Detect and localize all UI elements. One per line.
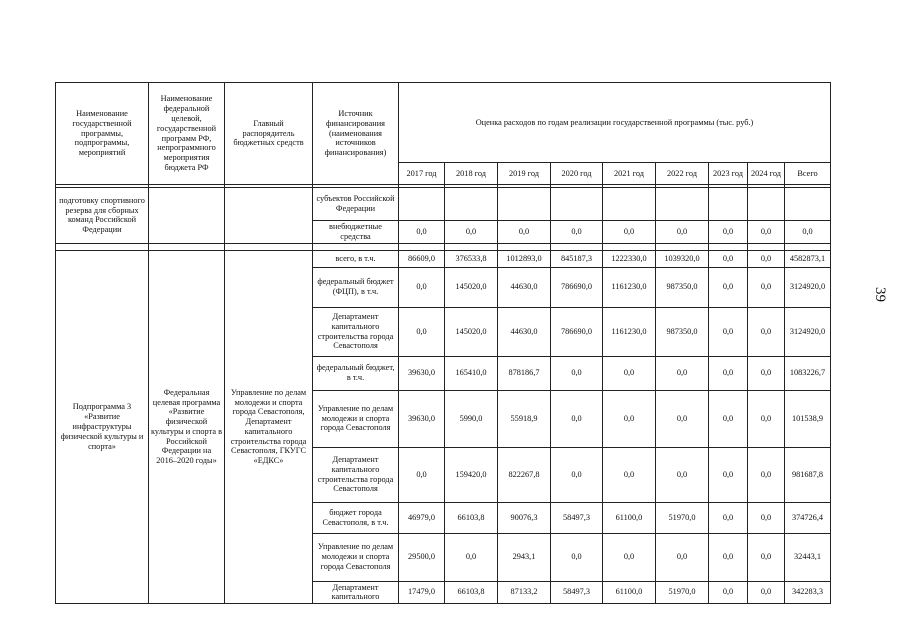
- header-cost-cell: Оценка расходов по годам реализации государственной программы (тыс. руб.): [399, 83, 831, 163]
- value-cell: 786690,0: [551, 267, 603, 307]
- value-cell: 878186,7: [498, 356, 551, 390]
- source-cell: субъектов Российской Федерации: [313, 188, 399, 221]
- value-cell: 0,0: [603, 447, 656, 502]
- page-number: 39: [872, 287, 888, 302]
- header-name-cell: Наименование государственной программы, подпрограммы, мероприятий: [56, 83, 149, 185]
- source-cell: федеральный бюджет (ФЦП), в т.ч.: [313, 267, 399, 307]
- source-cell: бюджет города Севастополя, в т.ч.: [313, 502, 399, 533]
- value-cell: 39630,0: [399, 356, 445, 390]
- value-cell: 0,0: [551, 447, 603, 502]
- source-cell: Управление по делам молодежи и спорта города Севастополя: [313, 390, 399, 447]
- value-cell: 3124920,0: [785, 267, 831, 307]
- value-cell: 0,0: [709, 250, 748, 267]
- federal-program-cell: Федеральная целевая программа «Развитие физической культуры и спорта в Российской Федерации на 2016–2020 годы»: [149, 250, 225, 604]
- value-cell: 0,0: [709, 581, 748, 604]
- value-cell: 145020,0: [445, 267, 498, 307]
- value-cell: 0,0: [748, 581, 785, 604]
- value-cell: 32443,1: [785, 533, 831, 581]
- value-cell: 987350,0: [656, 307, 709, 356]
- value-cell: 0,0: [603, 221, 656, 244]
- value-cell: 0,0: [656, 356, 709, 390]
- value-cell: 39630,0: [399, 390, 445, 447]
- value-cell: 61100,0: [603, 502, 656, 533]
- value-cell: 66103,8: [445, 502, 498, 533]
- year-header-2019: 2019 год: [498, 163, 551, 185]
- value-cell: 55918,9: [498, 390, 551, 447]
- value-cell: 5990,0: [445, 390, 498, 447]
- value-cell: 51970,0: [656, 502, 709, 533]
- value-cell: 786690,0: [551, 307, 603, 356]
- table-row: [56, 250, 831, 267]
- value-cell: 0,0: [399, 447, 445, 502]
- value-cell: 845187,3: [551, 250, 603, 267]
- year-header-2020: 2020 год: [551, 163, 603, 185]
- value-cell: 0,0: [709, 221, 748, 244]
- value-cell: 0,0: [709, 356, 748, 390]
- value-cell: 0,0: [709, 502, 748, 533]
- value-cell: 0,0: [748, 356, 785, 390]
- value-cell: 342283,3: [785, 581, 831, 604]
- subprogram-name-cell: Подпрограмма 3 «Развитие инфраструктуры физической культуры и спорта»: [56, 250, 149, 604]
- value-cell: 1161230,0: [603, 307, 656, 356]
- value-cell: 0,0: [603, 390, 656, 447]
- value-cell: 0,0: [709, 267, 748, 307]
- value-cell: 0,0: [445, 533, 498, 581]
- value-cell: 0,0: [399, 307, 445, 356]
- value-cell: 1039320,0: [656, 250, 709, 267]
- value-cell: 66103,8: [445, 581, 498, 604]
- value-cell: 61100,0: [603, 581, 656, 604]
- header-manager-cell: Главный распорядитель бюджетных средств: [225, 83, 313, 185]
- value-cell: 51970,0: [656, 581, 709, 604]
- measure-name-cell: подготовку спортивного резерва для сборных команд Российской Федерации: [56, 188, 149, 244]
- value-cell: 0,0: [748, 390, 785, 447]
- value-cell: 0,0: [748, 307, 785, 356]
- value-cell: 0,0: [399, 267, 445, 307]
- budget-manager-cell: Управление по делам молодежи и спорта города Севастополя, Департамент капитального строительства города Севастополя, ГКУГС «ЕДКС»: [225, 250, 313, 604]
- value-cell: 0,0: [656, 533, 709, 581]
- value-cell: 0,0: [551, 533, 603, 581]
- value-cell: 3124920,0: [785, 307, 831, 356]
- value-cell: 0,0: [748, 502, 785, 533]
- value-cell: 58497,3: [551, 581, 603, 604]
- value-cell: 0,0: [748, 221, 785, 244]
- source-cell: внебюджетные средства: [313, 221, 399, 244]
- value-cell: 101538,9: [785, 390, 831, 447]
- year-header-2023: 2023 год: [709, 163, 748, 185]
- source-cell: федеральный бюджет, в т.ч.: [313, 356, 399, 390]
- value-cell: 165410,0: [445, 356, 498, 390]
- value-cell: 46979,0: [399, 502, 445, 533]
- value-cell: 1012893,0: [498, 250, 551, 267]
- value-cell: 0,0: [748, 533, 785, 581]
- value-cell: 0,0: [785, 221, 831, 244]
- value-cell: 4582873,1: [785, 250, 831, 267]
- source-cell: Управление по делам молодежи и спорта города Севастополя: [313, 533, 399, 581]
- value-cell: 44630,0: [498, 307, 551, 356]
- source-cell: Департамент капитального строительства города Севастополя: [313, 447, 399, 502]
- table-row: [56, 188, 831, 221]
- value-cell: 90076,3: [498, 502, 551, 533]
- year-header-2021: 2021 год: [603, 163, 656, 185]
- year-header-2018: 2018 год: [445, 163, 498, 185]
- value-cell: 0,0: [551, 356, 603, 390]
- value-cell: 981687,8: [785, 447, 831, 502]
- header-source-cell: Источник финансирования (наименования источников финансирования): [313, 83, 399, 185]
- value-cell: 1083226,7: [785, 356, 831, 390]
- value-cell: 1161230,0: [603, 267, 656, 307]
- source-cell: Департамент капитального: [313, 581, 399, 604]
- value-cell: 0,0: [656, 447, 709, 502]
- value-cell: 0,0: [551, 221, 603, 244]
- value-cell: 0,0: [709, 533, 748, 581]
- value-cell: 822267,8: [498, 447, 551, 502]
- value-cell: 0,0: [709, 307, 748, 356]
- value-cell: 2943,1: [498, 533, 551, 581]
- value-cell: 0,0: [656, 221, 709, 244]
- value-cell: 0,0: [399, 221, 445, 244]
- source-cell: всего, в т.ч.: [313, 250, 399, 267]
- value-cell: 0,0: [551, 390, 603, 447]
- value-cell: 0,0: [498, 221, 551, 244]
- value-cell: 86609,0: [399, 250, 445, 267]
- value-cell: 159420,0: [445, 447, 498, 502]
- value-cell: 1222330,0: [603, 250, 656, 267]
- header-federal-program-cell: Наименование федеральной целевой, государственной программ РФ, непрограммного мероприятия бюджета РФ: [149, 83, 225, 185]
- value-cell: 87133,2: [498, 581, 551, 604]
- value-cell: 44630,0: [498, 267, 551, 307]
- value-cell: 0,0: [656, 390, 709, 447]
- value-cell: 987350,0: [656, 267, 709, 307]
- value-cell: 0,0: [709, 447, 748, 502]
- value-cell: 58497,3: [551, 502, 603, 533]
- value-cell: 0,0: [748, 250, 785, 267]
- budget-table: [55, 82, 831, 604]
- year-header-total: Всего: [785, 163, 831, 185]
- value-cell: 17479,0: [399, 581, 445, 604]
- value-cell: 145020,0: [445, 307, 498, 356]
- year-header-2024: 2024 год: [748, 163, 785, 185]
- value-cell: 0,0: [748, 267, 785, 307]
- value-cell: 0,0: [748, 447, 785, 502]
- value-cell: 0,0: [709, 390, 748, 447]
- year-header-2022: 2022 год: [656, 163, 709, 185]
- value-cell: 0,0: [603, 356, 656, 390]
- source-cell: Департамент капитального строительства города Севастополя: [313, 307, 399, 356]
- value-cell: 376533,8: [445, 250, 498, 267]
- value-cell: 29500,0: [399, 533, 445, 581]
- year-header-2017: 2017 год: [399, 163, 445, 185]
- value-cell: 0,0: [445, 221, 498, 244]
- value-cell: 374726,4: [785, 502, 831, 533]
- value-cell: 0,0: [603, 533, 656, 581]
